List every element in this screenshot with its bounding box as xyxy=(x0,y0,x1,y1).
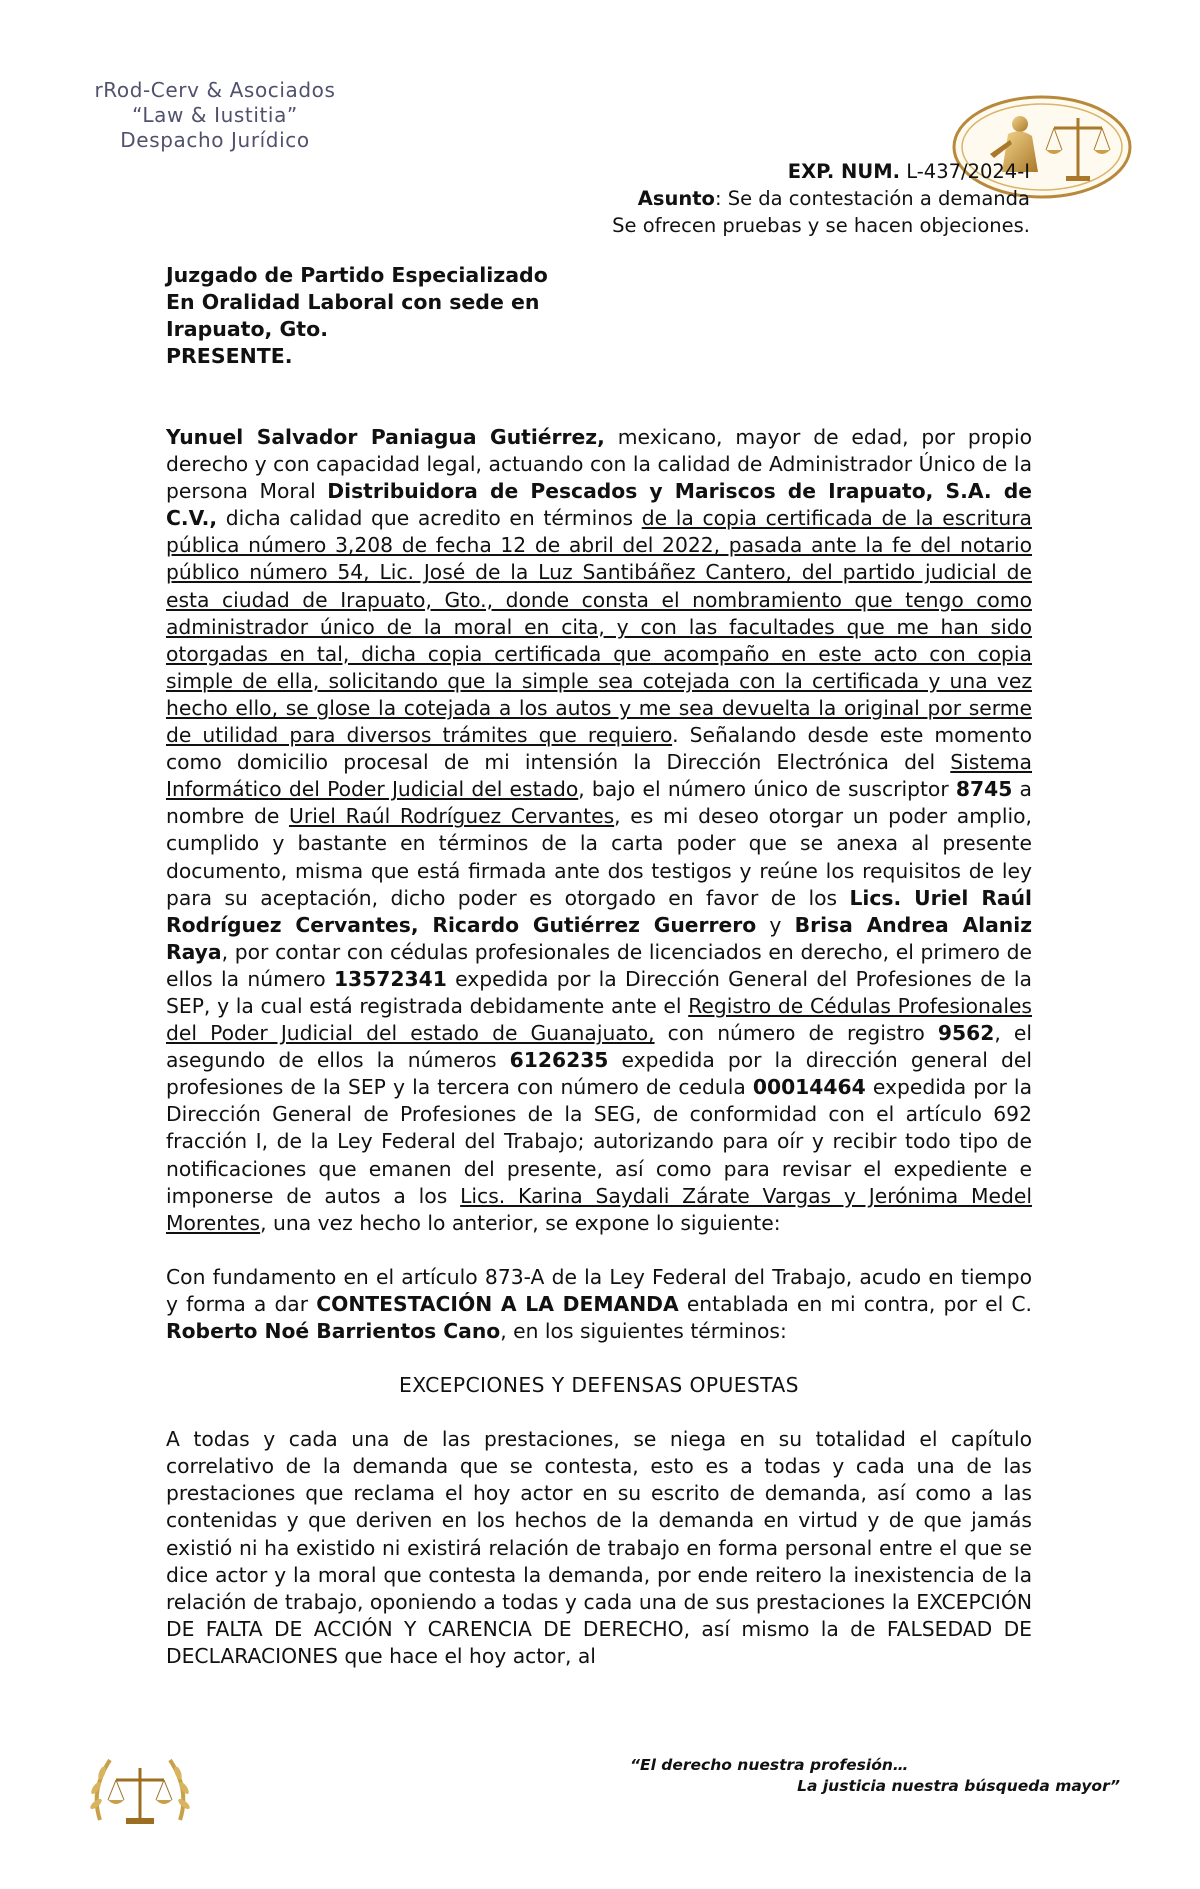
text-span: entablada en mi contra, por el C. xyxy=(678,1291,1032,1316)
asunto-value: : Se da contestación a demanda xyxy=(714,187,1030,210)
text-span: , es mi deseo otorgar un poder amplio, cumplido y bastante en términos de la carta poder que se anexa al presente documento, misma que está firmada ante dos testigos y reúne los requisitos de ley para su aceptación, dicho poder es otorgado en favor de los xyxy=(166,804,1032,910)
text-span: a nombre de xyxy=(166,777,1032,829)
text-span: de la copia certificada de la escritura pública número 3,208 de fecha 12 de abril del 2022, pasada ante la fe del notario público número 54, Lic. José de la Luz Santibáñez Cantero, del partido judicial de esta ciudad de Irapuato, Gto., donde consta el nombramiento que tengo como administrador único de la moral en cita, y con las facultades que me han sido otorgadas en tal, dicha copia certificada que acompaño en este acto con copia simple de ella, solicitando que la simple sea cotejada con la certificada y una vez hecho ello, se glose la cotejada a los autos y me sea devuelta la original por serme de utilidad para diversos trámites que requiero xyxy=(166,506,1032,748)
addressee-line: En Oralidad Laboral con sede en xyxy=(166,290,540,314)
text-span: Lics. Uriel Raúl Rodríguez Cervantes, Ricardo Gutiérrez Guerrero xyxy=(166,885,1033,937)
firm-name-block xyxy=(60,78,370,153)
text-span: dicha calidad que acredito en términos xyxy=(217,506,642,531)
text-span: 9562 xyxy=(937,1021,995,1046)
paragraph-fundamento xyxy=(166,1264,1032,1345)
text-span: con número de registro xyxy=(654,1021,938,1046)
text-span: Distribuidora de Pescados y Mariscos de Irapuato, S.A. de C.V., xyxy=(166,479,1032,531)
asunto-line xyxy=(612,185,1030,212)
addressee-line: Juzgado de Partido Especializado xyxy=(166,263,548,287)
text-span: expedida por la dirección general del profesiones de la SEP y la tercera con número de cedula xyxy=(166,1048,1032,1100)
asunto-line-2: Se ofrecen pruebas y se hacen objeciones. xyxy=(612,214,1030,237)
firm-type: Despacho Jurídico xyxy=(120,128,310,152)
motto-line-2: La justicia nuestra búsqueda mayor” xyxy=(797,1777,1120,1795)
text-span: 00014464 xyxy=(752,1075,866,1100)
addressee-presente: PRESENTE. xyxy=(166,344,293,368)
text-span: y xyxy=(756,912,795,937)
document-body xyxy=(166,424,1032,1670)
text-span: mexicano, mayor de edad, por propio derecho y con capacidad legal, actuando con la calidad de Administrador Único de la persona Moral xyxy=(166,425,1032,504)
text-span: , por contar con cédulas profesionales de licenciados en derecho, el primero de ellos la número xyxy=(166,939,1032,991)
exp-value: L-437/2024-I xyxy=(906,160,1030,183)
text-span: 6126235 xyxy=(509,1048,609,1073)
text-span: expedida por la Dirección General de Profesiones de la SEG, de conformidad con el artículo 692 fracción I, de la Ley Federal del Trabajo; autorizando para oír y recibir todo tipo de notificaciones que emanen del presente, así como para revisar el expediente e imponerse de autos a los xyxy=(166,1075,1032,1208)
case-reference xyxy=(612,158,1030,239)
firm-slogan: “Law & Iustitia” xyxy=(132,103,298,127)
text-span: expedida por la Dirección General del Profesiones de la SEP, y la cual está registrada debidamente ante el xyxy=(166,966,1032,1018)
text-span: , el asegundo de ellos la números xyxy=(166,1021,1032,1073)
text-span: Sistema Informático del Poder Judicial del estado xyxy=(166,750,1032,802)
text-span: 13572341 xyxy=(333,966,447,991)
text-span: Registro de Cédulas Profesionales del Poder Judicial del estado de Guanajuato, xyxy=(166,993,1032,1046)
text-span: Roberto Noé Barrientos Cano xyxy=(166,1319,501,1343)
text-span: . Señalando desde este momento como domicilio procesal de mi intensión la Dirección Electrónica del xyxy=(166,723,1032,775)
text-span: Yunuel Salvador Paniagua Gutiérrez, xyxy=(166,425,605,449)
text-span: , una vez hecho lo anterior, se expone lo siguiente: xyxy=(260,1210,781,1235)
text-span: , bajo el número único de suscriptor xyxy=(578,777,956,802)
text-span: 8745 xyxy=(955,777,1013,802)
text-span: CONTESTACIÓN A LA DEMANDA xyxy=(316,1291,679,1316)
firm-name: rRod-Cerv & Asociados xyxy=(94,78,336,102)
exp-label: EXP. NUM. xyxy=(787,160,901,183)
asunto-label: Asunto xyxy=(637,187,715,210)
text-span: Brisa Andrea Alaniz Raya xyxy=(166,912,1033,964)
addressee-line: Irapuato, Gto. xyxy=(166,317,328,341)
paragraph-intro xyxy=(166,424,1032,1237)
laurel-scales-icon xyxy=(80,1740,200,1840)
exp-number-line xyxy=(612,158,1030,185)
text-span: Con fundamento en el artículo 873-A de la Ley Federal del Trabajo, acudo en tiempo y forma a dar xyxy=(166,1264,1032,1316)
footer-motto xyxy=(630,1755,1120,1797)
addressee-block xyxy=(166,262,548,370)
paragraph-excepciones: A todas y cada una de las prestaciones, se niega en su totalidad el capítulo correlativo de la demanda que se contesta, esto es a todas y cada una de las prestaciones que reclama el hoy actor en su escrito de demanda, así como a las contenidas y que deriven en los hechos de la demanda en virtud y de que jamás existió ni ha existido ni existirá relación de trabajo en forma personal entre el que se dice actor y la moral que contesta la demanda, por ende reitero la inexistencia de la relación de trabajo, oponiendo a todas y cada una de sus prestaciones la EXCEPCIÓN DE FALTA DE ACCIÓN Y CARENCIA DE DERECHO, así mismo la de FALSEDAD DE DECLARACIONES que hace el hoy actor, al xyxy=(166,1427,1032,1668)
text-span: , en los siguientes términos: xyxy=(500,1319,787,1343)
text-span: Uriel Raúl Rodríguez Cervantes xyxy=(289,804,615,829)
section-title: EXCEPCIONES Y DEFENSAS OPUESTAS xyxy=(399,1373,799,1398)
text-span: Lics. Karina Saydali Zárate Vargas y Jerónima Medel Morentes xyxy=(166,1183,1032,1235)
motto-line-1: “El derecho nuestra profesión… xyxy=(630,1756,909,1774)
